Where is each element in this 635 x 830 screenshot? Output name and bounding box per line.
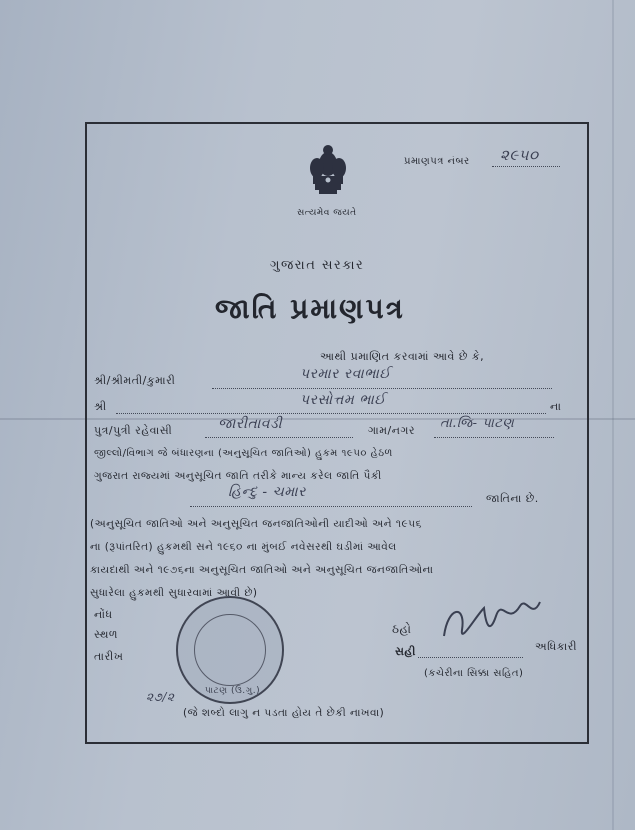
seal-text: પાટણ (ઉ.ગુ.) bbox=[205, 686, 261, 696]
paragraph-line: સુધારેલા હુકમથી સુધારવામાં આવી છે) bbox=[90, 587, 258, 599]
recognized-line: ગુજરાત રાજ્યમાં અનુસૂચિત જાતિ તરીકે માન્ય કરેલ જાતિ પૈકી bbox=[94, 470, 382, 482]
name-line bbox=[212, 388, 552, 389]
national-emblem-icon bbox=[303, 140, 353, 202]
emblem-motto: સત્યમેવ જયતે bbox=[297, 208, 357, 218]
taluka-value: તા.જિ- પાટણ bbox=[440, 416, 515, 431]
seal-inner-ring bbox=[194, 614, 266, 686]
order-line: જીલ્લો/વિભાગ જે બંધારણના (અનુસૂચિત જાતિઓ) હુકમ ૧૯૫૦ હેઠળ bbox=[94, 448, 393, 459]
father-line bbox=[116, 413, 546, 414]
caste-value: હિન્દુ - ચમાર bbox=[228, 484, 306, 500]
paragraph-line: (અનુસૂચિત જાતિઓ અને અનુસૂચિત જનજાતિઓની યાદીઓ અને ૧૯૫૬ bbox=[90, 518, 422, 530]
office-seal-note: (કચેરીના સિક્કા સહિત) bbox=[424, 668, 524, 679]
date-label: તારીખ bbox=[94, 650, 124, 663]
paragraph-line: ના (રૂપાંતરિત) હુકમથી સને ૧૯૬૦ ના મુંબઈ નવેસરથી ઘડીમાં આવેલ bbox=[90, 541, 397, 553]
resident-value: જારીતાવડી bbox=[218, 416, 283, 432]
taluka-line bbox=[434, 437, 554, 438]
father-value: પરસોત્તમ ભાઈ bbox=[300, 392, 386, 408]
certificate-number-line bbox=[492, 166, 560, 167]
strike-instruction: (જે શબ્દો લાગુ ન પડતા હોય તે છેકી નાખવા) bbox=[183, 707, 385, 719]
signature-label: સહી bbox=[395, 645, 416, 658]
caste-line bbox=[190, 506, 472, 507]
caste-suffix: જાતિના છે. bbox=[486, 492, 539, 505]
place-label: સ્થળ bbox=[94, 628, 118, 641]
father-label: શ્રી bbox=[94, 400, 107, 413]
signature-icon bbox=[436, 586, 546, 656]
name-value: પરમાર રવાભાઈ bbox=[300, 366, 391, 382]
son-resident-label: પુત્ર/પુત્રી રહેવાસી bbox=[94, 424, 173, 437]
paragraph-line: કાયદાથી અને ૧૯૭૬ના અનુસૂચિત જાતિઓ અને અનુસૂચિત જનજાતિઓના bbox=[90, 564, 434, 576]
date-value: ૨૭/૨ bbox=[146, 690, 175, 704]
resident-line bbox=[205, 437, 353, 438]
village-label: ગામ/નગર bbox=[368, 424, 416, 437]
note-label: નોંધ bbox=[94, 608, 113, 621]
fold-line bbox=[612, 0, 614, 830]
certificate-number-value: ૨૯૫૦ bbox=[500, 146, 539, 164]
intro-text: આથી પ્રમાણિત કરવામાં આવે છે કે, bbox=[320, 350, 485, 363]
signature-line bbox=[418, 657, 523, 658]
government-name: ગુજરાત સરકાર bbox=[270, 258, 365, 273]
father-suffix: ના bbox=[550, 400, 562, 413]
certificate-number-label: પ્રમાણપત્ર નંબર bbox=[404, 156, 470, 167]
officer-label: અધિકારી bbox=[535, 640, 577, 653]
authority-mark: ઠહો bbox=[392, 622, 412, 636]
name-label: શ્રી/શ્રીમતી/કુમારી bbox=[94, 374, 176, 387]
page-title: જાતિ પ્રમાણપત્ર bbox=[215, 292, 405, 325]
